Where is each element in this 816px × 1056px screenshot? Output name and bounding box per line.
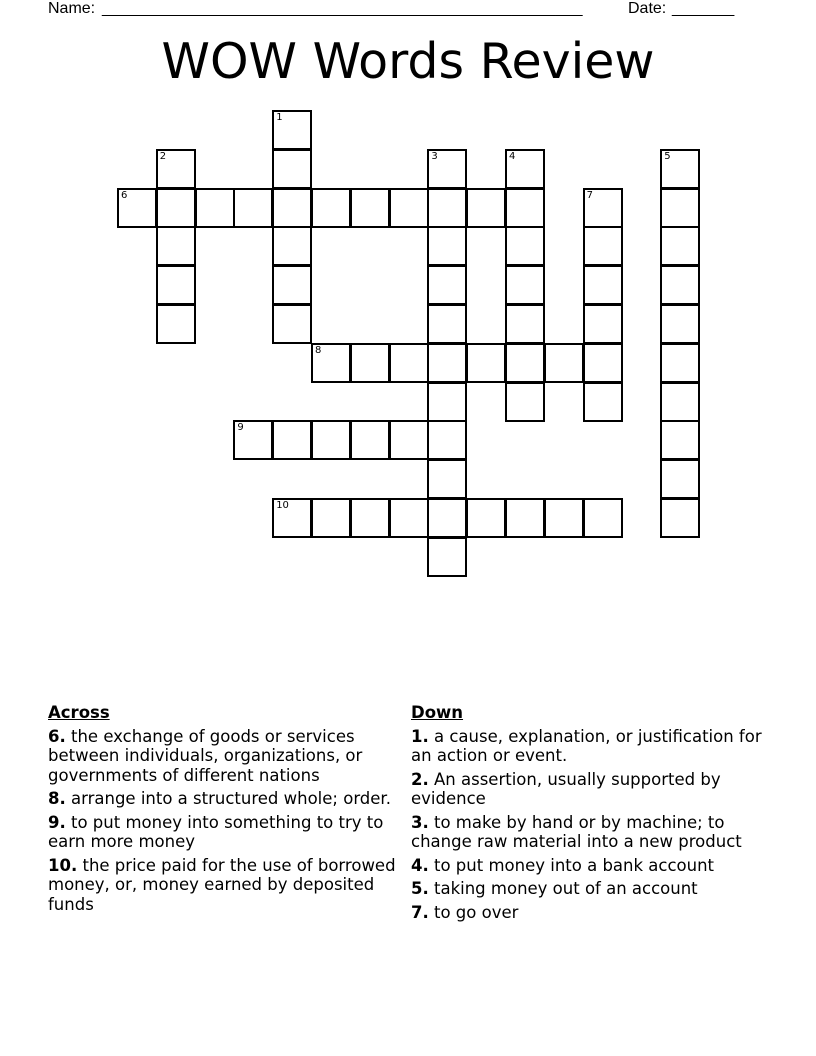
- clue-down-7: [411, 903, 781, 923]
- crossword-cell[interactable]: [466, 188, 506, 228]
- crossword-cell[interactable]: [583, 382, 623, 422]
- cell-number: 5: [664, 150, 671, 162]
- clue-text: arrange into a structured whole; order.: [71, 789, 391, 808]
- across-clues: [48, 703, 400, 918]
- crossword-cell[interactable]: [350, 420, 390, 460]
- clue-down-2: [411, 770, 781, 809]
- clue-number: 4.: [411, 855, 429, 875]
- crossword-cell[interactable]: [156, 226, 196, 266]
- crossword-cell[interactable]: [583, 188, 623, 228]
- crossword-cell[interactable]: [427, 188, 467, 228]
- clue-across-6: [48, 727, 400, 786]
- crossword-cell[interactable]: [660, 498, 700, 538]
- name-field[interactable]: ______________________________________________________: [102, 0, 583, 17]
- crossword-cell[interactable]: [311, 343, 351, 383]
- crossword-cell[interactable]: [156, 265, 196, 305]
- crossword-cell[interactable]: [272, 304, 312, 344]
- crossword-cell[interactable]: [505, 343, 545, 383]
- clue-text: to put money into something to try to earn more money: [48, 812, 384, 851]
- clue-text: to go over: [434, 902, 519, 922]
- crossword-cell[interactable]: [660, 304, 700, 344]
- clue-down-1: [411, 727, 781, 766]
- crossword-cell[interactable]: [505, 188, 545, 228]
- date-label: Date:: [628, 0, 667, 17]
- crossword-cell[interactable]: [505, 498, 545, 538]
- down-clues: [411, 703, 781, 926]
- crossword-cell[interactable]: [427, 304, 467, 344]
- clue-down-3: [411, 813, 781, 852]
- crossword-cell[interactable]: [660, 459, 700, 499]
- crossword-cell[interactable]: [660, 382, 700, 422]
- name-label: Name:: [48, 0, 96, 17]
- clue-across-9: [48, 813, 400, 852]
- crossword-cell[interactable]: [311, 498, 351, 538]
- crossword-cell[interactable]: [233, 420, 273, 460]
- crossword-cell[interactable]: [272, 498, 312, 538]
- crossword-cell[interactable]: [505, 149, 545, 189]
- crossword-cell[interactable]: [272, 420, 312, 460]
- crossword-cell[interactable]: [466, 343, 506, 383]
- across-heading: Across: [48, 703, 110, 722]
- crossword-cell[interactable]: [311, 420, 351, 460]
- crossword-cell[interactable]: [156, 304, 196, 344]
- clue-number: 5.: [411, 879, 429, 898]
- crossword-cell[interactable]: [311, 188, 351, 228]
- crossword-cell[interactable]: [427, 537, 467, 577]
- crossword-cell[interactable]: [505, 265, 545, 305]
- clue-down-5: [411, 879, 781, 899]
- clue-text: taking money out of an account: [434, 879, 698, 898]
- clue-text: to make by hand or by machine; to change raw material into a new product: [411, 812, 742, 851]
- crossword-cell[interactable]: [389, 188, 429, 228]
- crossword-cell[interactable]: [156, 188, 196, 228]
- crossword-cell[interactable]: [544, 498, 584, 538]
- clue-number: 6.: [48, 726, 66, 746]
- crossword-cell[interactable]: [660, 226, 700, 266]
- crossword-cell[interactable]: [466, 498, 506, 538]
- date-field[interactable]: _______: [672, 0, 735, 17]
- crossword-cell[interactable]: [583, 304, 623, 344]
- clue-number: 9.: [48, 812, 66, 832]
- crossword-cell[interactable]: [272, 226, 312, 266]
- cell-number: 10: [276, 500, 289, 511]
- crossword-cell[interactable]: [427, 226, 467, 266]
- crossword-cell[interactable]: [389, 420, 429, 460]
- crossword-cell[interactable]: [427, 149, 467, 189]
- cell-number: 4: [509, 150, 516, 162]
- cell-number: 3: [431, 150, 438, 162]
- crossword-cell[interactable]: [660, 149, 700, 189]
- clue-across-8: [48, 789, 400, 809]
- crossword-cell[interactable]: [272, 188, 312, 228]
- crossword-cell[interactable]: [427, 498, 467, 538]
- crossword-cell[interactable]: [505, 304, 545, 344]
- clue-text: the price paid for the use of borrowed money, or, money earned by deposited funds: [48, 855, 396, 914]
- crossword-cell[interactable]: [195, 188, 235, 228]
- crossword-cell[interactable]: [272, 110, 312, 150]
- clue-number: 8.: [48, 789, 66, 808]
- clue-number: 2.: [411, 769, 429, 789]
- clue-number: 10.: [48, 855, 78, 875]
- crossword-cell[interactable]: [544, 343, 584, 383]
- clue-number: 1.: [411, 726, 429, 746]
- cell-number: 1: [276, 112, 283, 123]
- crossword-cell[interactable]: [660, 343, 700, 383]
- crossword-cell[interactable]: [427, 420, 467, 460]
- cell-number: 6: [121, 189, 128, 201]
- clue-text: to put money into a bank account: [434, 855, 715, 875]
- crossword-cell[interactable]: [660, 188, 700, 228]
- crossword-cell[interactable]: [427, 265, 467, 305]
- crossword-cell[interactable]: [156, 149, 196, 189]
- clue-text: a cause, explanation, or justification for an action or event.: [411, 726, 762, 765]
- clue-text: the exchange of goods or services between individuals, organizations, or governments of different nations: [48, 726, 363, 785]
- clue-down-4: [411, 856, 781, 876]
- page-title: WOW Words Review: [161, 33, 655, 90]
- clue-number: 7.: [411, 902, 429, 922]
- cell-number: 9: [237, 422, 244, 434]
- crossword-cell[interactable]: [350, 343, 390, 383]
- crossword-cell[interactable]: [427, 459, 467, 499]
- crossword-cell[interactable]: [583, 265, 623, 305]
- crossword-cell[interactable]: [505, 382, 545, 422]
- crossword-cell[interactable]: [233, 188, 273, 228]
- crossword-cell[interactable]: [350, 188, 390, 228]
- crossword-cell[interactable]: [583, 498, 623, 538]
- crossword-cell[interactable]: [272, 149, 312, 189]
- crossword-cell[interactable]: [389, 343, 429, 383]
- cell-number: 8: [315, 344, 322, 356]
- crossword-cell[interactable]: [427, 382, 467, 422]
- crossword-cell[interactable]: [583, 343, 623, 383]
- cell-number: 7: [586, 189, 593, 201]
- crossword-cell[interactable]: [505, 226, 545, 266]
- crossword-cell[interactable]: [272, 265, 312, 305]
- clue-across-10: [48, 856, 400, 915]
- crossword-cell[interactable]: [660, 265, 700, 305]
- cell-number: 2: [159, 150, 167, 162]
- down-heading: Down: [411, 703, 464, 722]
- crossword-cell[interactable]: [660, 420, 700, 460]
- crossword-cell[interactable]: [389, 498, 429, 538]
- crossword-cell[interactable]: [427, 343, 467, 383]
- crossword-cell[interactable]: [583, 226, 623, 266]
- crossword-cell[interactable]: [117, 188, 157, 228]
- clue-text: An assertion, usually supported by evidence: [411, 769, 721, 808]
- clue-number: 3.: [411, 812, 429, 832]
- crossword-cell[interactable]: [350, 498, 390, 538]
